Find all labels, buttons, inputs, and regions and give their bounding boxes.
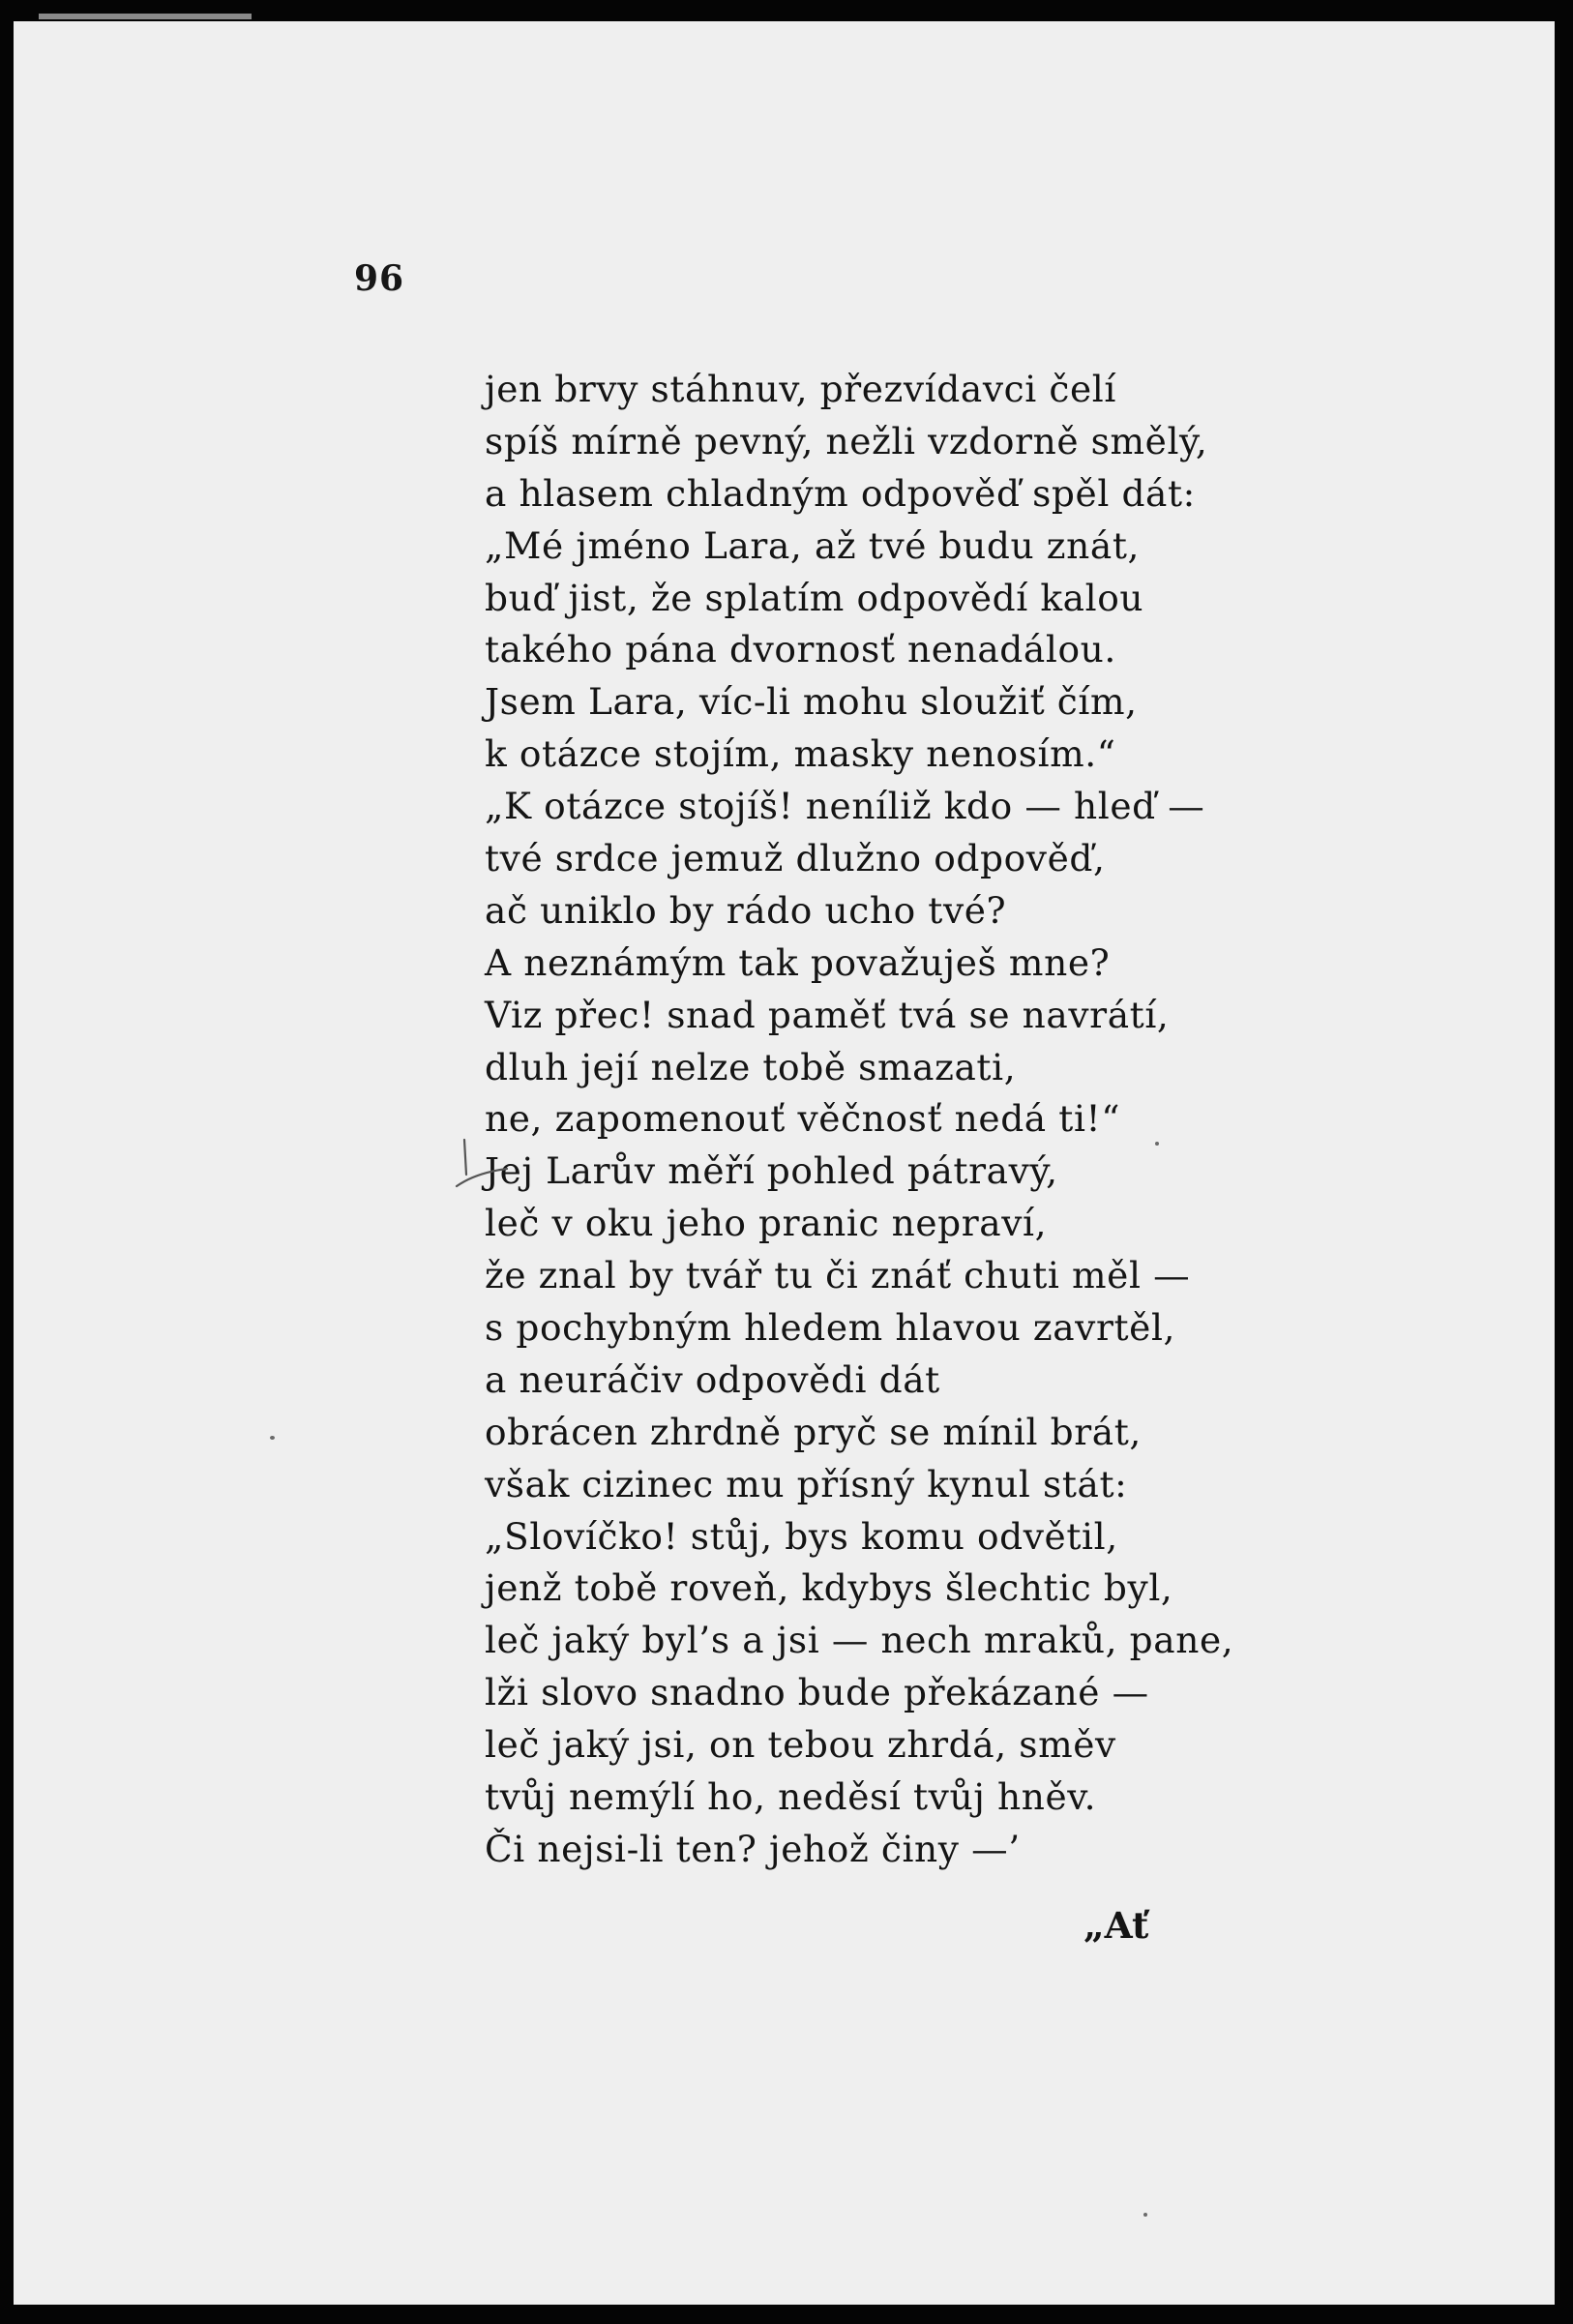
verse-line: „Slovíčko! stůj, bys komu odvětil,	[485, 1514, 1118, 1558]
verse-line: „K otázce stojíš! neníliž kdo — hleď —	[485, 785, 1205, 828]
verse-line: takého pána dvornosť nenadálou.	[485, 628, 1116, 671]
verse-line: leč jaký jsi, on tebou zhrdá, směv	[485, 1723, 1116, 1767]
page-number: 96	[354, 258, 405, 299]
verse-line: k otázce stojím, masky nenosím.“	[485, 732, 1116, 776]
verse-line: a hlasem chladným odpověď spěl dát:	[485, 471, 1196, 515]
verse-line: tvé srdce jemuž dlužno odpověď,	[485, 837, 1106, 880]
verse-line: A neznámým tak považuješ mne?	[485, 940, 1111, 984]
verse-line: leč v oku jeho pranic nepraví,	[485, 1202, 1048, 1245]
verse-line: jen brvy stáhnuv, přezvídavci čelí	[485, 368, 1116, 410]
ink-speck	[1155, 1142, 1159, 1146]
verse-line: lži slovo snadno bude překázané —	[485, 1671, 1149, 1714]
verse-line: ne, zapomenouť věčnosť nedá ti!“	[485, 1097, 1120, 1141]
verse-line: obrácen zhrdně pryč se mínil brát,	[485, 1410, 1142, 1453]
verse-line: a neuráčiv odpovědi dát	[485, 1357, 940, 1401]
pencil-mark-icon	[447, 1136, 515, 1194]
catchword: „Ať	[1083, 1904, 1149, 1947]
verse-line: Jej Larův měří pohled pátravý,	[485, 1149, 1058, 1193]
verse-line: s pochybným hledem hlavou zavrtěl,	[485, 1306, 1176, 1350]
poem-text	[485, 364, 1233, 1876]
scan-top-edge	[39, 14, 252, 19]
ink-speck	[270, 1436, 275, 1440]
verse-line: dluh její nelze tobě smazati,	[485, 1045, 1017, 1088]
book-page	[14, 21, 1555, 2305]
ink-speck	[1143, 2213, 1147, 2217]
verse-line: leč jaký byl’s a jsi — nech mraků, pane,	[485, 1619, 1234, 1662]
verse-line: Jsem Lara, víc-li mohu sloužiť čím,	[485, 680, 1138, 724]
verse-line: buď jist, že splatím odpovědí kalou	[485, 576, 1144, 619]
verse-line: Či nejsi-li ten? jehož činy —’	[485, 1827, 1021, 1870]
verse-line: však cizinec mu přísný kynul stát:	[485, 1462, 1128, 1505]
verse-line: tvůj nemýlí ho, neděsí tvůj hněv.	[485, 1775, 1097, 1819]
verse-line: spíš mírně pevný, nežli vzdorně smělý,	[485, 419, 1208, 462]
verse-line: jenž tobě roveň, kdybys šlechtic byl,	[485, 1566, 1173, 1610]
verse-line: ač uniklo by rádo ucho tvé?	[485, 888, 1007, 932]
verse-line: že znal by tvář tu či znáť chuti měl —	[485, 1254, 1191, 1297]
verse-line: Viz přec! snad paměť tvá se navrátí,	[485, 993, 1170, 1036]
verse-line: „Mé jméno Lara, až tvé budu znát,	[485, 523, 1141, 567]
